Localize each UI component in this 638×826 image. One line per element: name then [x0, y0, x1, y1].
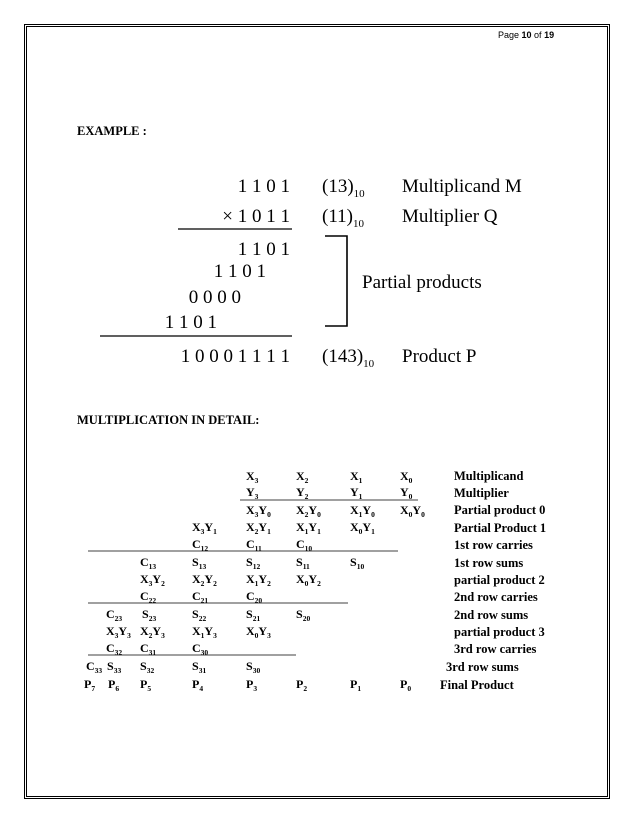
- row-label: 1st row sums: [454, 556, 524, 570]
- multiplicand-note: $(13)_{10}$: [322, 176, 365, 200]
- term: $S_{31}$: [192, 659, 207, 675]
- term: $P_3$: [246, 677, 258, 693]
- term: $C_{12}$: [192, 537, 209, 553]
- product-note: $(143)_{10}$: [322, 346, 375, 370]
- term: $X_2Y_2$: [192, 572, 217, 588]
- term: $X_0Y_2$: [296, 572, 321, 588]
- row-label: Multiplier: [454, 486, 509, 500]
- product-label: Product P: [402, 346, 477, 367]
- row-label: Multiplicand: [454, 469, 524, 483]
- row-label: 1st row carries: [454, 538, 533, 552]
- multiplier-label: Multiplier Q: [402, 206, 498, 227]
- term: $Y_3$: [246, 485, 259, 501]
- term: $C_{21}$: [192, 589, 209, 605]
- term: $C_{20}$: [246, 589, 263, 605]
- term: $S_{13}$: [192, 555, 207, 571]
- term: $X_0Y_0$: [400, 503, 425, 519]
- row-label: Partial Product 1: [454, 521, 547, 535]
- multiplier-digits: × 1 0 1 1: [222, 206, 290, 227]
- partial-product-row: 1 1 0 1: [237, 239, 290, 260]
- term: $S_{32}$: [140, 659, 155, 675]
- term: $P_1$: [350, 677, 362, 693]
- term: $S_{30}$: [246, 659, 261, 675]
- term: $C_{30}$: [192, 641, 209, 657]
- term: $X_3Y_0$: [246, 503, 271, 519]
- term: $X_1Y_3$: [192, 624, 217, 640]
- row-label: Partial product 0: [454, 503, 546, 517]
- partial-product-row: 1 1 0 1: [164, 312, 217, 333]
- term: $Y_2$: [296, 485, 309, 501]
- term: $X_1Y_2$: [246, 572, 271, 588]
- term: $X_2Y_3$: [140, 624, 165, 640]
- term: $S_{10}$: [350, 555, 365, 571]
- term: $P_0$: [400, 677, 412, 693]
- product-digits: 1 0 0 0 1 1 1 1: [180, 346, 290, 367]
- term: $C_{32}$: [106, 641, 123, 657]
- term: $P_2$: [296, 677, 308, 693]
- detail-heading: MULTIPLICATION IN DETAIL:: [77, 413, 260, 427]
- partial-products-label: Partial products: [362, 272, 482, 293]
- term: $S_{22}$: [192, 607, 207, 623]
- row-label: Final Product: [440, 678, 514, 692]
- term: $X_2Y_0$: [296, 503, 321, 519]
- term: $C_{33}$: [86, 659, 103, 675]
- term: $S_{12}$: [246, 555, 261, 571]
- term: $P_7$: [84, 677, 96, 693]
- example-heading: EXAMPLE :: [77, 124, 147, 138]
- page-number: Page 10 of 19: [498, 30, 555, 40]
- partial-product-row: 1 1 0 1: [213, 261, 266, 282]
- term: $X_3Y_1$: [192, 520, 217, 536]
- term: $Y_0$: [400, 485, 413, 501]
- term: $P_5$: [140, 677, 152, 693]
- partial-product-row: 0 0 0 0: [188, 287, 241, 308]
- term: $P_4$: [192, 677, 204, 693]
- multiplicand-digits: 1 1 0 1: [237, 176, 290, 197]
- term: $S_{33}$: [107, 659, 122, 675]
- term: $X_0Y_3$: [246, 624, 271, 640]
- term: $X_3Y_3$: [106, 624, 131, 640]
- row-label: 2nd row sums: [454, 608, 529, 622]
- term: $C_{23}$: [106, 607, 123, 623]
- multiplicand-label: Multiplicand M: [402, 176, 522, 197]
- multiplier-note: $(11)_{10}$: [322, 206, 364, 230]
- term: $C_{13}$: [140, 555, 157, 571]
- term: $C_{31}$: [140, 641, 157, 657]
- term: $X_0$: [400, 469, 413, 485]
- row-label: 2nd row carries: [454, 590, 538, 604]
- term: $X_1Y_1$: [296, 520, 321, 536]
- term: $P_6$: [108, 677, 120, 693]
- row-label: partial product 2: [454, 573, 545, 587]
- term: $X_2$: [296, 469, 309, 485]
- term: $X_1$: [350, 469, 363, 485]
- term: $Y_1$: [350, 485, 363, 501]
- term: $S_{21}$: [246, 607, 261, 623]
- row-label: 3rd row carries: [454, 642, 537, 656]
- term: $X_3$: [246, 469, 259, 485]
- term: $C_{10}$: [296, 537, 313, 553]
- term: $X_0Y_1$: [350, 520, 375, 536]
- term: $X_1Y_0$: [350, 503, 375, 519]
- term: $C_{22}$: [140, 589, 157, 605]
- term: $X_2Y_1$: [246, 520, 271, 536]
- term: $X_3Y_2$: [140, 572, 165, 588]
- term: $C_{11}$: [246, 537, 262, 553]
- term: $S_{23}$: [142, 607, 157, 623]
- row-label: 3rd row sums: [446, 660, 519, 674]
- term: $S_{11}$: [296, 555, 310, 571]
- row-label: partial product 3: [454, 625, 545, 639]
- term: $S_{20}$: [296, 607, 311, 623]
